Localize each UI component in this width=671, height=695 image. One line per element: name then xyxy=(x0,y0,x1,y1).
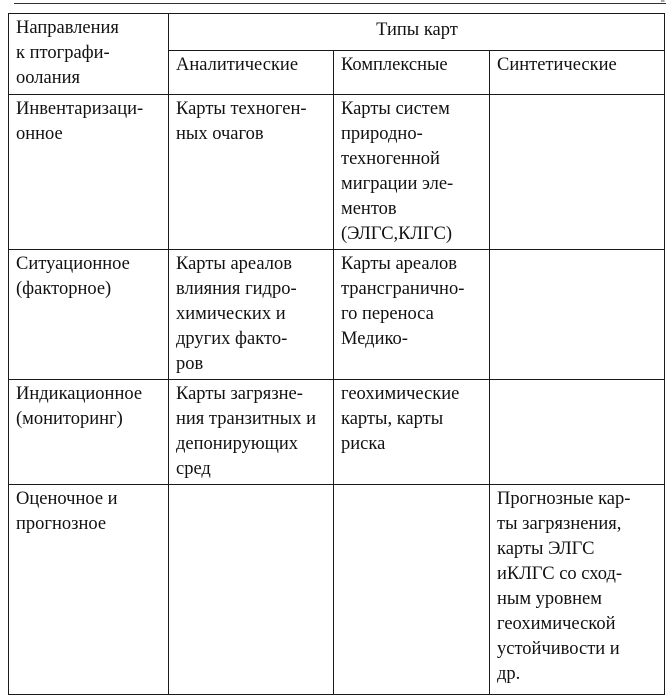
header-analytic: Аналитические xyxy=(169,51,334,95)
header-synthetic: Синтетические xyxy=(490,51,665,95)
header-row-1 xyxy=(9,14,665,51)
map-types-table xyxy=(8,13,665,695)
row-direction: Оценочное и прогнозное xyxy=(9,485,169,695)
row-analytic: Карты техноген- ных очагов xyxy=(169,95,334,250)
row-analytic: Карты ареалов влияния гидро- химических и других факто- ров xyxy=(169,250,334,380)
row-analytic xyxy=(169,485,334,695)
row-complex xyxy=(334,485,490,695)
row-complex: геохимические карты, карты риска xyxy=(334,380,490,485)
top-rule xyxy=(14,3,666,4)
table-row xyxy=(9,485,665,695)
row-direction: Ситуационное (факторное) xyxy=(9,250,169,380)
row-complex: Карты систем природно- техногенной миграции эле- ментов (ЭЛГС,КЛГС) xyxy=(334,95,490,250)
header-directions: Направления к птографи- оолания xyxy=(9,14,169,95)
row-synthetic: Прогнозные кар- ты загрязнения, карты ЭЛГС иКЛГС со сход- ным уровнем геохимической устойчивости и др. xyxy=(490,485,665,695)
row-complex: Карты ареалов трансгранично- го переноса Медико- xyxy=(334,250,490,380)
row-synthetic xyxy=(490,250,665,380)
row-analytic: Карты загрязне- ния транзитных и депонирующих сред xyxy=(169,380,334,485)
table-row xyxy=(9,95,665,250)
row-direction: Индикационное (мониторинг) xyxy=(9,380,169,485)
row-synthetic xyxy=(490,95,665,250)
row-synthetic xyxy=(490,380,665,485)
row-direction: Инвентаризаци- онное xyxy=(9,95,169,250)
table-row xyxy=(9,380,665,485)
header-complex: Комплексные xyxy=(334,51,490,95)
corner-mark: - xyxy=(660,0,665,8)
table-row xyxy=(9,250,665,380)
header-map-types: Типы карт xyxy=(169,14,665,51)
